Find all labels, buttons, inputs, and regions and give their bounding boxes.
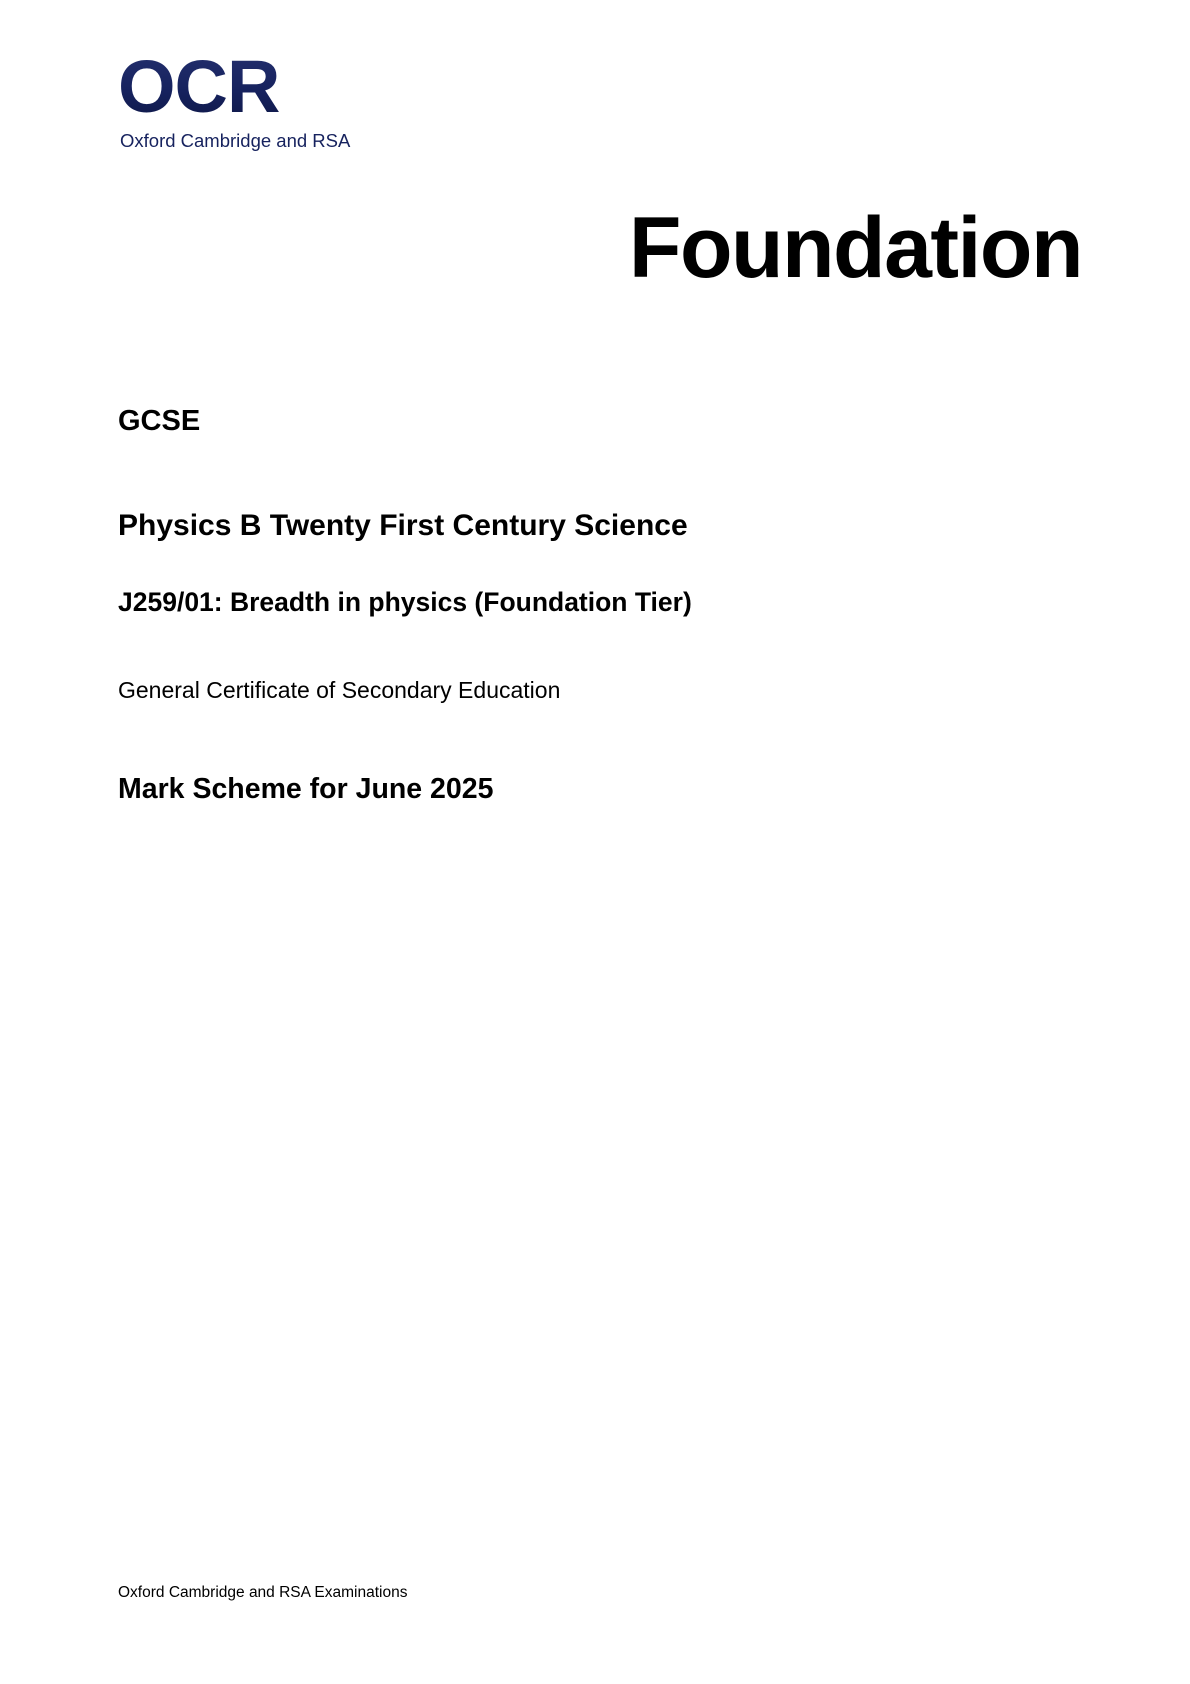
ocr-logo <box>118 45 351 152</box>
page-footer: Oxford Cambridge and RSA Examinations <box>118 1584 408 1601</box>
document-metadata <box>118 404 1078 806</box>
unit-code-title: J259/01: Breadth in physics (Foundation Tier) <box>118 587 692 617</box>
tier-heading: Foundation <box>628 200 1082 296</box>
ocr-logo-tagline: Oxford Cambridge and RSA <box>120 130 351 151</box>
mark-scheme-title: Mark Scheme for June 2025 <box>118 773 494 805</box>
qualification-label: GCSE <box>118 405 201 437</box>
ocr-wordmark-logo: OCR <box>118 48 348 126</box>
certificate-line: General Certificate of Secondary Education <box>118 677 561 703</box>
subject-title: Physics B Twenty First Century Science <box>118 509 688 542</box>
